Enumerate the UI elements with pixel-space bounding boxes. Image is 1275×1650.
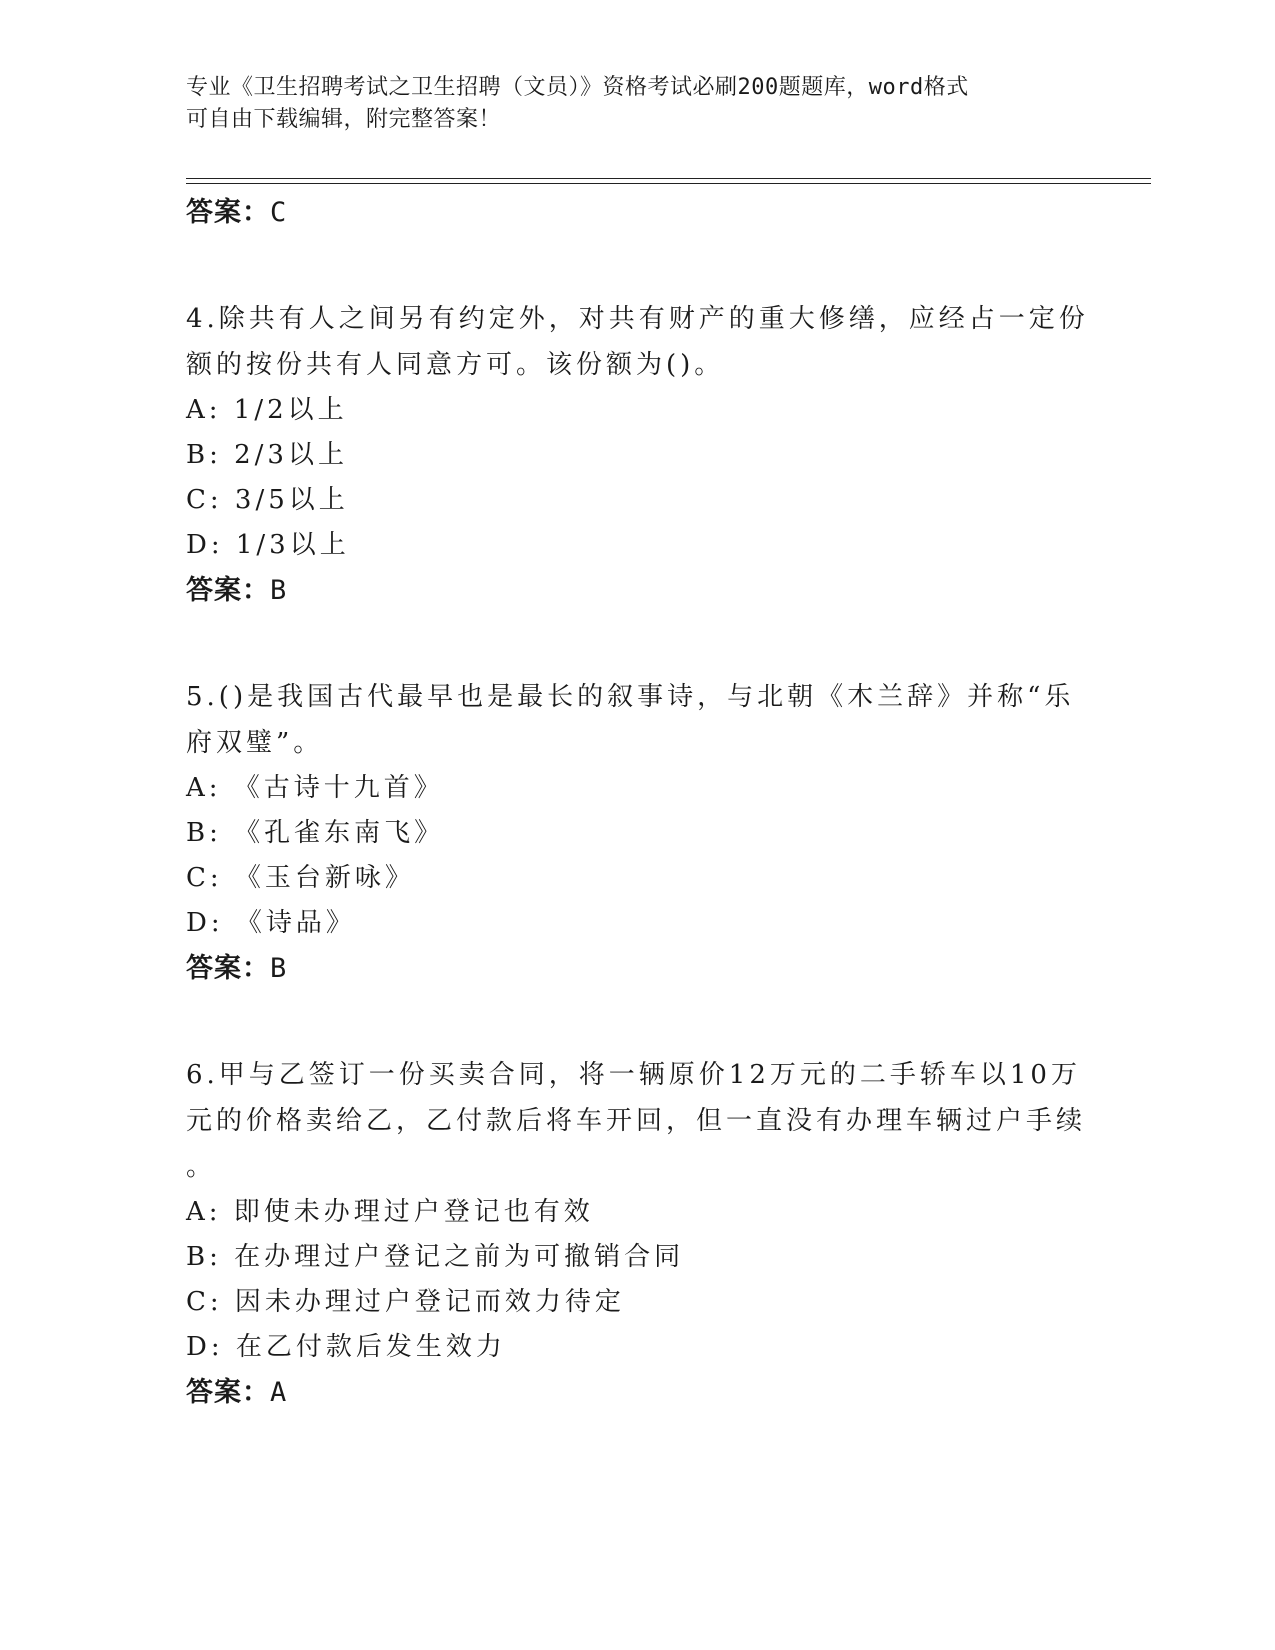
header-line-1: 专业《卫生招聘考试之卫生招聘（文员）》资格考试必刷200题题库，word格式 <box>186 75 969 100</box>
answer-value: C <box>270 197 288 228</box>
question-6 <box>186 1052 1086 1416</box>
answer-value: B <box>270 575 288 606</box>
question-stem <box>186 674 1086 766</box>
option-b: B: 在办理过户登记之前为可撤销合同 <box>186 1242 685 1272</box>
option-b: B: 《孔雀东南飞》 <box>186 818 445 848</box>
option-a: A: 即使未办理过户登记也有效 <box>186 1197 594 1227</box>
option-a: A: 1/2以上 <box>186 395 348 425</box>
answer-label: 答案： <box>186 197 270 228</box>
stem-line: 4.除共有人之间另有约定外，对共有财产的重大修缮，应经占一定份 <box>186 304 1089 334</box>
question-stem <box>186 296 1089 388</box>
page-header <box>186 72 1066 136</box>
header-divider-top <box>186 178 1151 179</box>
option-c: C: 因未办理过户登记而效力待定 <box>186 1287 625 1317</box>
answer-label: 答案： <box>186 1377 270 1408</box>
option-d: D: 《诗品》 <box>186 908 356 938</box>
option-a: A: 《古诗十九首》 <box>186 773 444 803</box>
document-body <box>186 190 1089 1416</box>
option-c: C: 3/5以上 <box>186 485 349 515</box>
option-d: D: 1/3以上 <box>186 530 350 560</box>
stem-line: 。 <box>186 1152 217 1182</box>
option-c: C: 《玉台新咏》 <box>186 863 415 893</box>
answer-value: A <box>270 1377 288 1408</box>
option-d: D: 在乙付款后发生效力 <box>186 1332 506 1362</box>
answer-value: B <box>270 953 288 984</box>
stem-line: 元的价格卖给乙，乙付款后将车开回，但一直没有办理车辆过户手续 <box>186 1106 1087 1136</box>
header-divider-bottom <box>186 183 1151 184</box>
answer-line <box>186 190 1086 236</box>
answer-label: 答案： <box>186 953 270 984</box>
answer-label: 答案： <box>186 575 270 606</box>
answer-line <box>186 568 1086 614</box>
stem-line: 5.()是我国古代最早也是最长的叙事诗，与北朝《木兰辞》并称“乐 <box>186 682 1075 712</box>
question-stem <box>186 1052 1086 1190</box>
header-line-2: 可自由下载编辑，附完整答案！ <box>186 107 502 132</box>
option-b: B: 2/3以上 <box>186 440 348 470</box>
answer-line <box>186 946 1086 992</box>
question-4 <box>186 296 1089 614</box>
question-5 <box>186 674 1086 992</box>
answer-line <box>186 1370 1086 1416</box>
stem-line: 府双璧”。 <box>186 728 324 758</box>
stem-line: 额的按份共有人同意方可。该份额为()。 <box>186 350 725 380</box>
stem-line: 6.甲与乙签订一份买卖合同，将一辆原价12万元的二手轿车以10万 <box>186 1060 1081 1090</box>
